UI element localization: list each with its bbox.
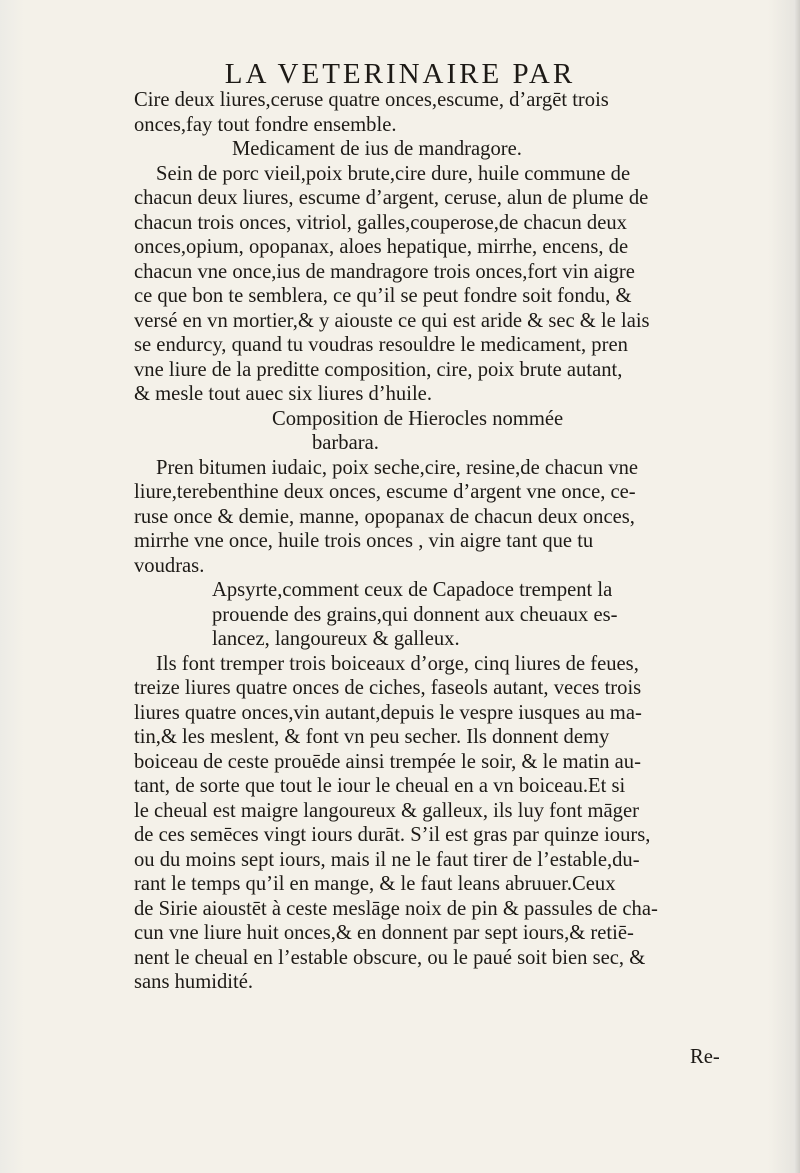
text-line: se endurcy, quand tu voudras resouldre le medicament, pren <box>134 334 628 356</box>
page-text <box>134 88 728 995</box>
page-edge <box>794 0 800 1173</box>
text-line: de Sirie aioustēt à ceste meslāge noix de pin & passules de cha- <box>134 897 658 920</box>
text-line: de ces semēces vingt iours durāt. S’il est gras par quinze iours, <box>134 824 651 846</box>
text-line: treize liures quatre onces de ciches, faseols autant, veces trois <box>134 677 642 699</box>
text-line: vne liure de la preditte composition, cire, poix brute autant, <box>134 358 623 381</box>
text-line: chacun vne once,ius de mandragore trois onces,fort vin aigre <box>134 260 635 283</box>
text-line: ce que bon te semblera, ce qu’il se peut fondre soit fondu, & <box>134 285 632 307</box>
text-line: nent le cheual en l’estable obscure, ou le paué soit bien sec, & <box>134 946 646 969</box>
text-line: Ils font tremper trois boiceaux d’orge, cinq liures de feues, <box>156 652 639 675</box>
text-line: tin,& les meslent, & font vn peu secher. Ils donnent demy <box>134 726 610 748</box>
text-line: & mesle tout auec six liures d’huile. <box>134 383 432 405</box>
text-line: boiceau de ceste prouēde ainsi trempée le soir, & le matin au- <box>134 750 641 773</box>
text-line: onces,opium, opopanax, aloes hepatique, mirrhe, encens, de <box>134 236 629 258</box>
text-line: cun vne liure huit onces,& en donnent par sept iours,& retiē- <box>134 922 634 944</box>
text-line: onces,fay tout fondre ensemble. <box>134 113 397 136</box>
section-heading: prouende des grains,qui donnent aux cheuaux es- <box>212 603 618 626</box>
catchword: Re- <box>690 1046 720 1068</box>
text-line: tant, de sorte que tout le iour le cheual en a vn boiceau.Et si <box>134 775 626 797</box>
section-heading: Medicament de ius de mandragore. <box>232 138 522 160</box>
text-line: chacun deux liures, escume d’argent, ceruse, alun de plume de <box>134 187 649 209</box>
text-line: chacun trois onces, vitriol, galles,couperose,de chacun deux <box>134 211 627 234</box>
text-line: voudras. <box>134 554 205 577</box>
section-heading: Apsyrte,comment ceux de Capadoce trempent la <box>212 579 613 601</box>
text-line: liure,terebenthine deux onces, escume d’argent vne once, ce- <box>134 481 636 503</box>
text-line: versé en vn mortier,& y aiouste ce qui est aride & sec & le lais <box>134 309 650 332</box>
text-line: le cheual est maigre langoureux & galleux, ils luy font māger <box>134 799 639 822</box>
text-line: rant le temps qu’il en mange, & le faut leans abruuer.Ceux <box>134 873 616 895</box>
section-heading: Composition de Hierocles nommée <box>272 407 564 430</box>
text-line: ruse once & demie, manne, opopanax de chacun deux onces, <box>134 505 635 528</box>
text-line: ou du moins sept iours, mais il ne le faut tirer de l’estable,du- <box>134 848 640 871</box>
text-line: liures quatre onces,vin autant,depuis le vespre iusques au ma- <box>134 701 642 724</box>
text-line: mirrhe vne once, huile trois onces , vin aigre tant que tu <box>134 530 594 552</box>
section-heading: lancez, langoureux & galleux. <box>212 628 460 650</box>
section-heading: barbara. <box>312 432 379 454</box>
text-line: Sein de porc vieil,poix brute,cire dure, huile commune de <box>156 162 631 185</box>
running-head: LA VETERINAIRE PAR <box>224 58 576 90</box>
text-line: Cire deux liures,ceruse quatre onces,escume, d’argēt trois <box>134 89 609 111</box>
text-line: Pren bitumen iudaic, poix seche,cire, resine,de chacun vne <box>156 456 639 479</box>
text-line: sans humidité. <box>134 971 253 993</box>
